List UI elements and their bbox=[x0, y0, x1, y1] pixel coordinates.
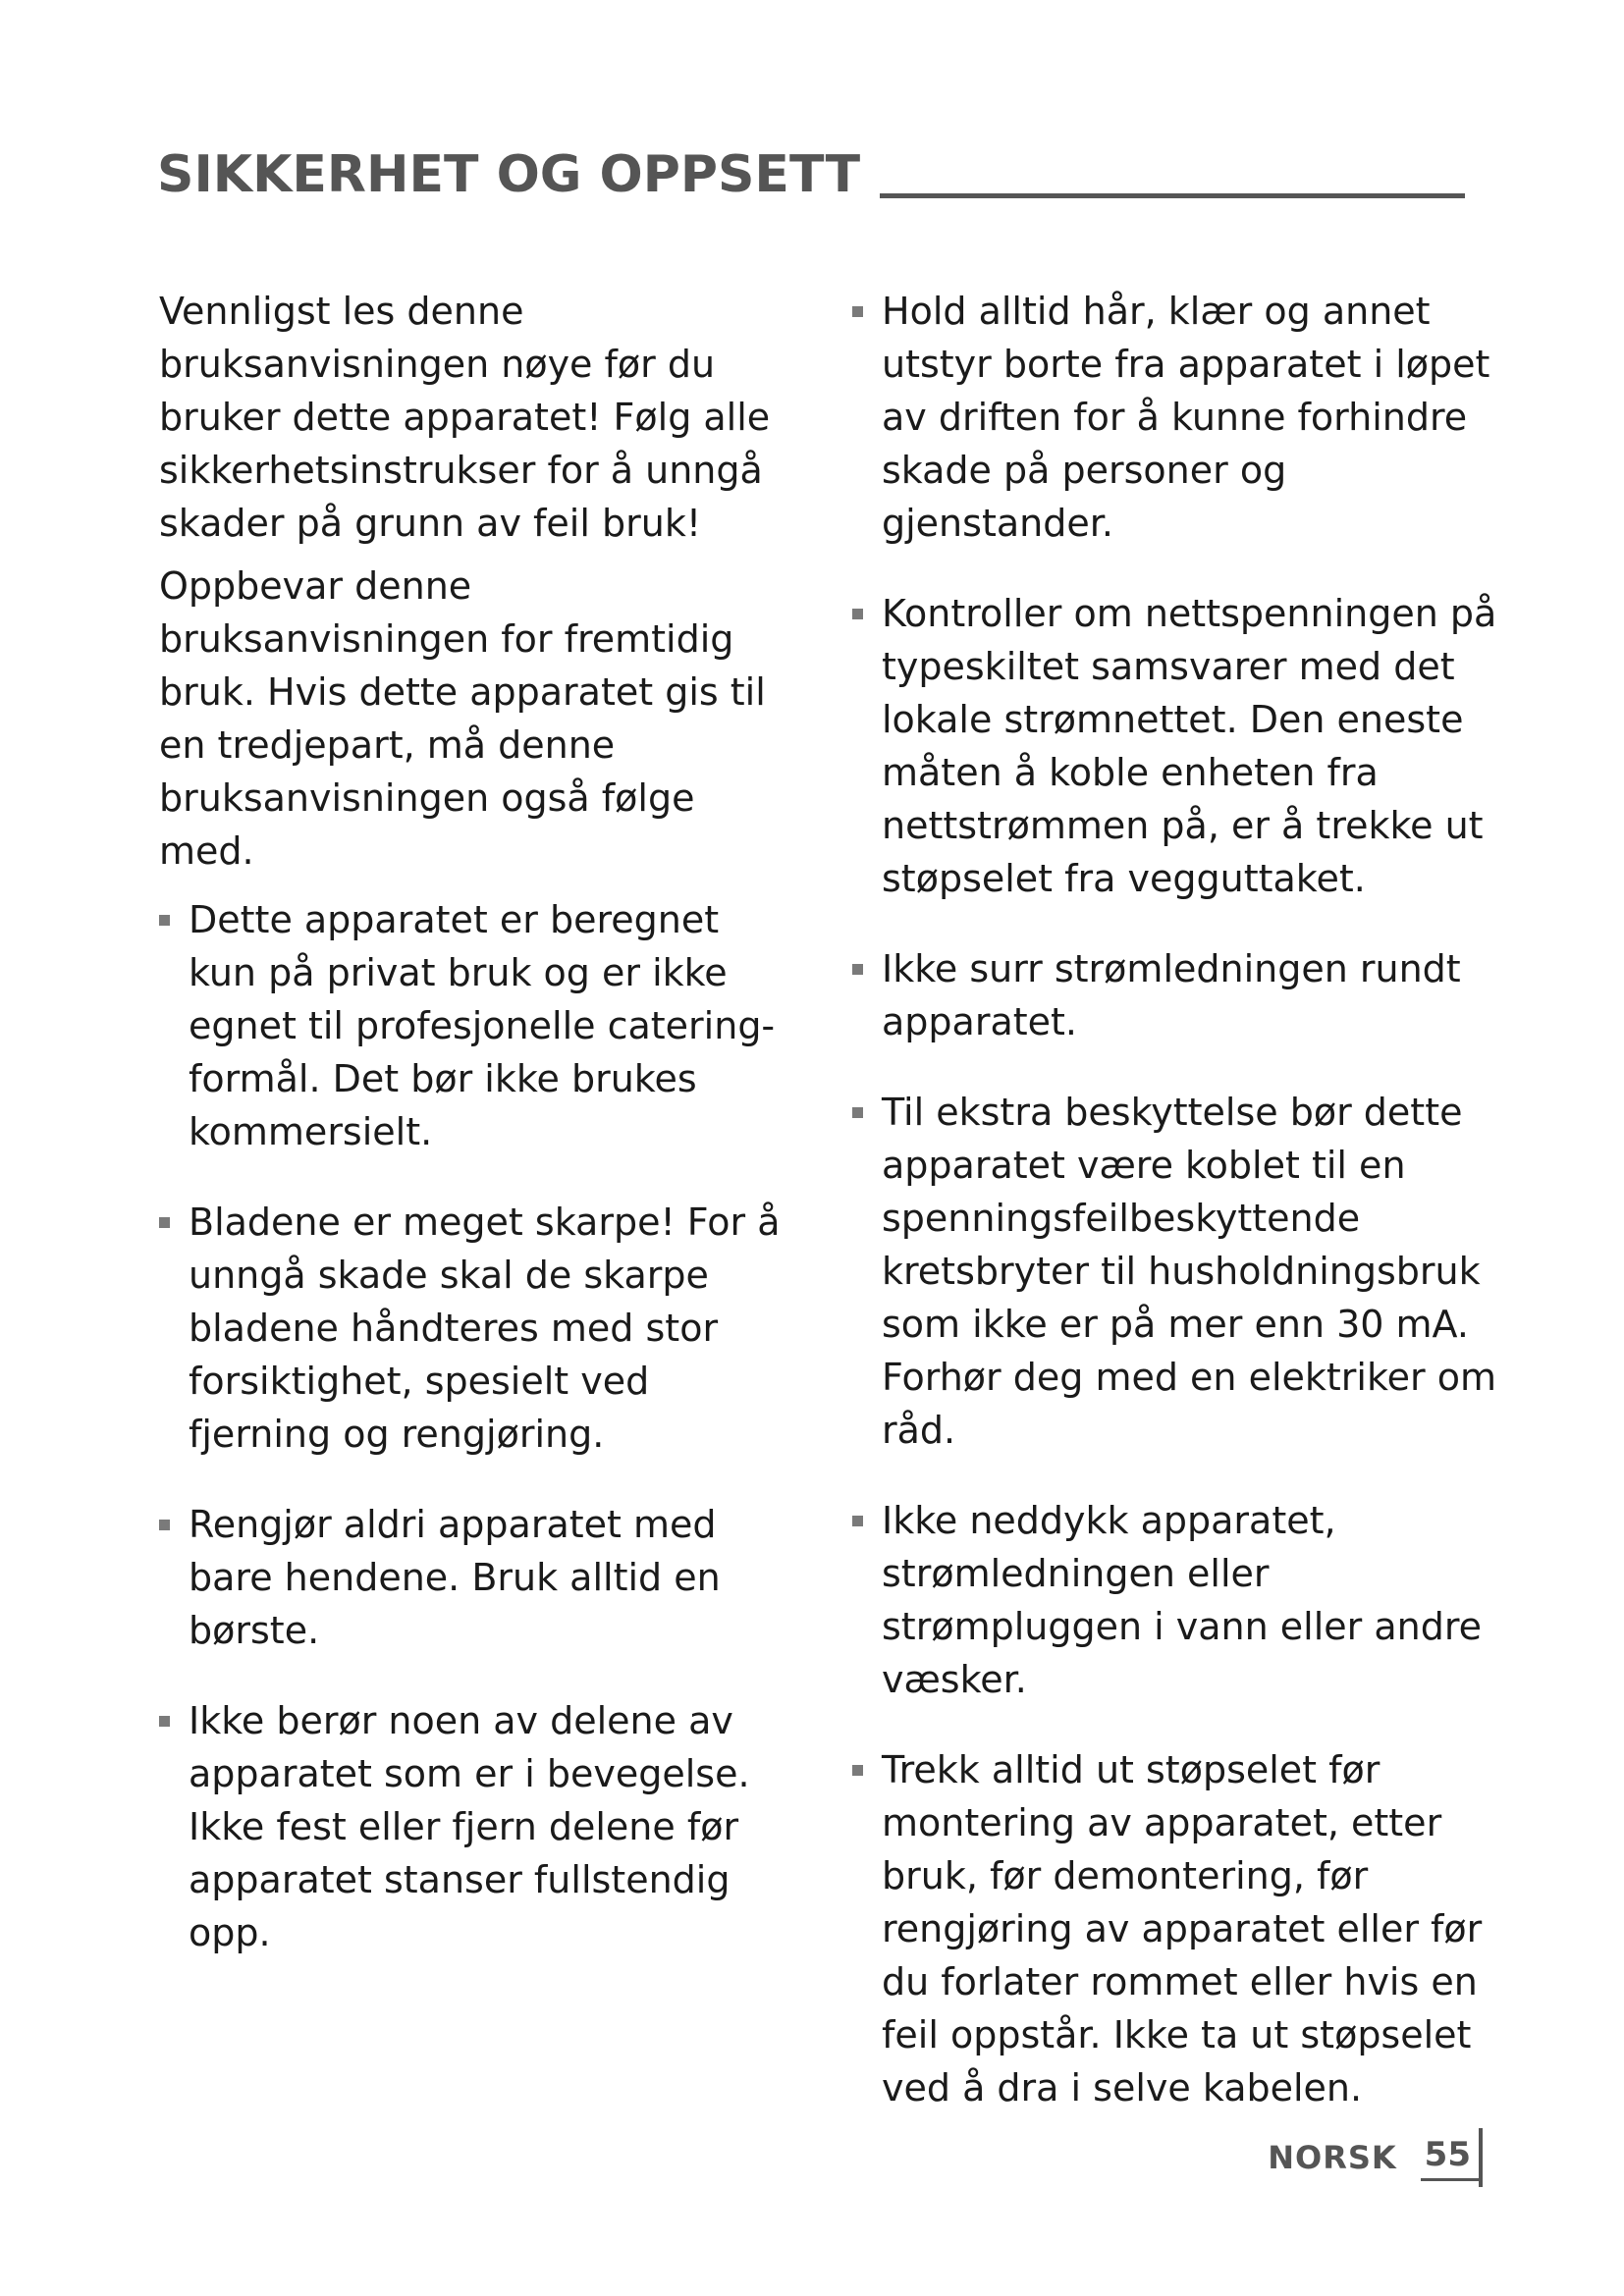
list-item bbox=[159, 1498, 797, 1657]
list-item bbox=[852, 1743, 1500, 2114]
square-bullet-icon bbox=[852, 306, 863, 317]
list-item bbox=[852, 587, 1500, 905]
title-rule bbox=[880, 193, 1465, 198]
list-item-text: Ikke berør noen av delene av apparatet som er i bevegelse. Ikke fest eller fjern delene før apparatet stanser fullstendig opp. bbox=[189, 1699, 750, 1954]
square-bullet-icon bbox=[852, 609, 863, 619]
list-item-text: Rengjør aldri apparatet med bare hendene. Bruk alltid en børste. bbox=[189, 1503, 721, 1652]
list-item-text: Bladene er meget skarpe! For å unngå skade skal de skarpe bladene håndteres med stor forsiktighet, spesielt ved fjerning og rengjøring. bbox=[189, 1201, 781, 1456]
square-bullet-icon bbox=[159, 915, 170, 926]
list-item bbox=[852, 942, 1500, 1048]
list-item bbox=[852, 1086, 1500, 1457]
list-item bbox=[159, 893, 797, 1158]
square-bullet-icon bbox=[852, 1516, 863, 1526]
list-item bbox=[159, 1694, 797, 1959]
intro-paragraph: Oppbevar denne bruksanvisningen for fremtidig bruk. Hvis dette apparatet gis til en tredjepart, må denne bruksanvisningen også følge med. bbox=[159, 564, 766, 873]
page-title: SIKKERHET OG OPPSETT bbox=[157, 145, 861, 204]
list-item-text: Ikke neddykk apparatet, strømledningen eller strømpluggen i vann eller andre væsker. bbox=[882, 1499, 1483, 1701]
page-number: 55 bbox=[1421, 2135, 1479, 2181]
language-label: NORSK bbox=[1268, 2139, 1397, 2176]
square-bullet-icon bbox=[159, 1217, 170, 1228]
square-bullet-icon bbox=[852, 964, 863, 975]
section-header bbox=[157, 145, 1465, 204]
list-item bbox=[159, 1196, 797, 1461]
list-item bbox=[852, 285, 1500, 550]
list-item-text: Kontroller om nettspenningen på typeskiltet samsvarer med det lokale strømnettet. Den eneste måten å koble enheten fra nettstrømmen på, er å trekke ut støpselet fra vegguttaket. bbox=[882, 592, 1497, 900]
list-item-text: Til ekstra beskyttelse bør dette apparatet være koblet til en spenningsfeilbeskyttende kretsbryter til husholdningsbruk som ikke er på mer enn 30 mA. Forhør deg med en elektriker om råd. bbox=[882, 1091, 1496, 1452]
square-bullet-icon bbox=[159, 1716, 170, 1727]
left-column bbox=[159, 285, 797, 1997]
list-item bbox=[852, 1494, 1500, 1706]
square-bullet-icon bbox=[852, 1765, 863, 1776]
square-bullet-icon bbox=[159, 1520, 170, 1530]
list-item-text: Ikke surr strømledningen rundt apparatet. bbox=[882, 947, 1461, 1043]
square-bullet-icon bbox=[852, 1107, 863, 1118]
footer-divider bbox=[1479, 2128, 1483, 2187]
list-item-text: Dette apparatet er beregnet kun på privat bruk og er ikke egnet til profesjonelle catering-formål. Det bør ikke brukes kommersielt. bbox=[189, 898, 776, 1153]
intro-paragraph: Vennligst les denne bruksanvisningen nøye før du bruker dette apparatet! Følg alle sikkerhetsinstrukser for å unngå skader på grunn av feil bruk! bbox=[159, 290, 771, 545]
list-item-text: Trekk alltid ut støpselet før montering av apparatet, etter bruk, før demontering, før rengjøring av apparatet eller før du forlater rommet eller hvis en feil oppstår. Ikke ta ut støpselet ved å dra i selve kabelen. bbox=[882, 1748, 1483, 2109]
right-column bbox=[852, 285, 1500, 2152]
page-footer bbox=[1257, 2128, 1483, 2187]
list-item-text: Hold alltid hår, klær og annet utstyr borte fra apparatet i løpet av driften for å kunne forhindre skade på personer og gjenstander. bbox=[882, 290, 1490, 545]
